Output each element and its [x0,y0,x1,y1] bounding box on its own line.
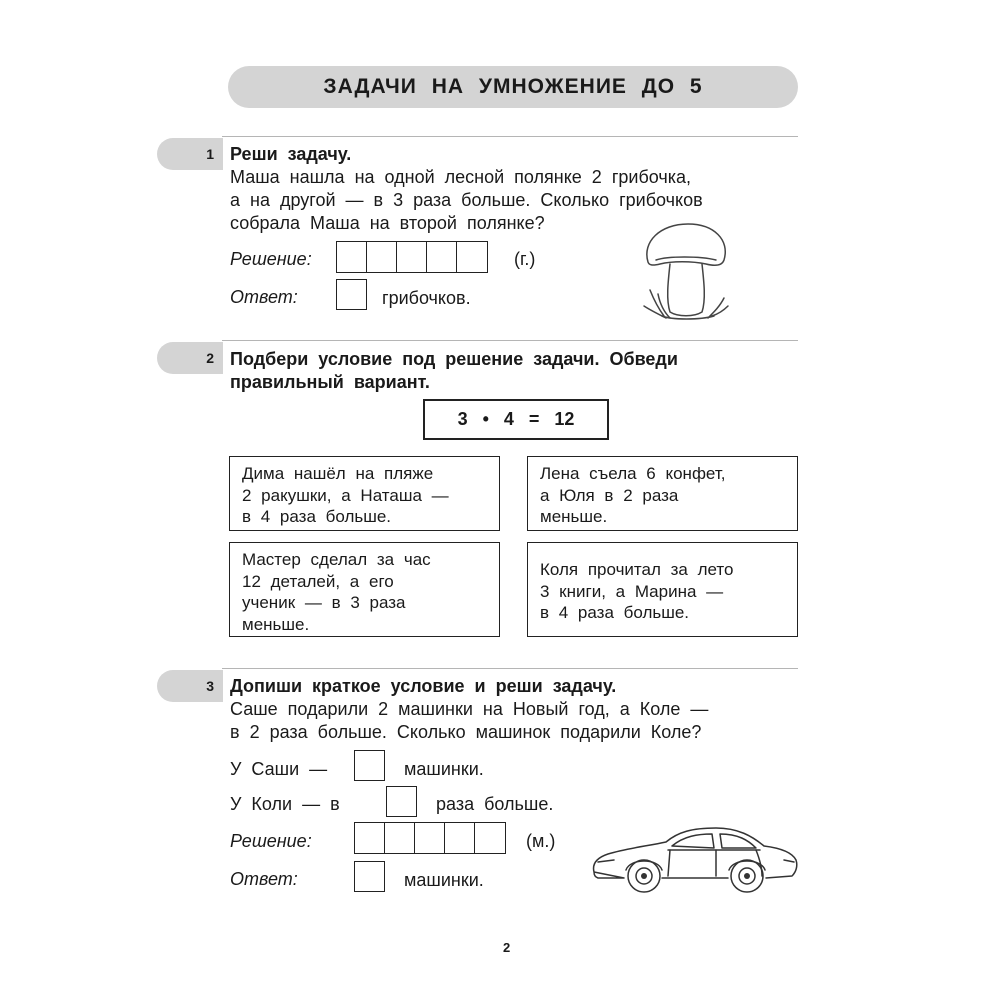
option-line: в 4 раза больше. [242,507,392,526]
task-3-number: 3 [206,678,214,694]
task-1-answer-label: Ответ: [230,287,298,307]
equation-box [423,399,609,440]
task-2-divider [222,340,798,341]
task-3-solution-cells[interactable] [354,822,506,854]
task-2-heading-line: Подбери условие под решение задачи. Обведи [230,349,678,369]
option-line: 3 книги, а Марина — [540,581,724,601]
option-line: Мастер сделал за час [242,550,431,569]
solution-cell[interactable] [415,823,445,853]
task-3-number-badge [157,670,223,702]
option-dima[interactable] [229,456,500,531]
solution-cell[interactable] [397,242,427,272]
car-icon [588,820,802,894]
task-3-heading: Допиши краткое условие и реши задачу. [230,676,617,696]
task-2-heading-line: правильный вариант. [230,372,430,392]
task-2-number-badge [157,342,223,374]
option-line: Дима нашёл на пляже [242,464,434,483]
option-line: ученик — в 3 раза [242,593,406,612]
task-1-number: 1 [206,146,214,162]
option-line: Коля прочитал за лето [540,560,734,579]
task-3-answer-box[interactable] [354,861,385,892]
kolya-label: У Коли — в [230,794,340,814]
kolya-unit: раза больше. [436,794,554,814]
task-1-answer-unit: грибочков. [382,288,471,308]
option-line: 2 ракушки, а Наташа — [242,485,449,505]
solution-cell[interactable] [385,823,415,853]
kolya-ratio-box[interactable] [386,786,417,817]
solution-cell[interactable] [475,823,505,853]
task-3-divider [222,668,798,669]
sasha-label: У Саши — [230,759,328,779]
page-title: ЗАДАЧИ НА УМНОЖЕНИЕ ДО 5 [228,66,798,108]
task-3-text-line: Саше подарили 2 машинки на Новый год, а Коле — [230,699,709,719]
option-line: в 4 раза больше. [540,603,690,622]
sasha-count-box[interactable] [354,750,385,781]
option-line: Лена съела 6 конфет, [540,464,726,483]
solution-cell[interactable] [355,823,385,853]
task-1-solution-unit: (г.) [514,249,536,269]
task-1-divider [222,136,798,137]
task-3-answer-unit: машинки. [404,870,484,890]
option-line: 12 деталей, а его [242,571,394,591]
task-1-solution-cells[interactable] [336,241,488,273]
task-3-text-line: в 2 раза больше. Сколько машинок подарили Коле? [230,722,702,742]
task-1-text-line: собрала Маша на второй полянке? [230,213,545,233]
task-3-answer-label: Ответ: [230,869,298,889]
equation: 3 • 4 = 12 [457,409,575,429]
solution-cell[interactable] [367,242,397,272]
task-3-solution-label: Решение: [230,831,312,851]
option-master[interactable] [229,542,500,637]
task-1-text-line: Маша нашла на одной лесной полянке 2 грибочка, [230,167,692,187]
task-1-text-line: а на другой — в 3 раза больше. Сколько грибочков [230,190,703,210]
solution-cell[interactable] [427,242,457,272]
option-line: а Юля в 2 раза [540,485,679,505]
solution-cell[interactable] [445,823,475,853]
task-1-number-badge [157,138,223,170]
option-lena[interactable] [527,456,798,531]
task-2-number: 2 [206,350,214,366]
option-kolya[interactable] [527,542,798,637]
task-1-heading: Реши задачу. [230,144,352,164]
solution-cell[interactable] [337,242,367,272]
page-number: 2 [503,940,511,955]
option-line: меньше. [242,614,310,634]
task-3-solution-unit: (м.) [526,831,556,851]
task-1-answer-box[interactable] [336,279,367,310]
mushroom-icon [636,220,736,322]
option-line: меньше. [540,507,608,526]
sasha-unit: машинки. [404,759,484,779]
solution-cell[interactable] [457,242,487,272]
task-1-solution-label: Решение: [230,249,312,269]
